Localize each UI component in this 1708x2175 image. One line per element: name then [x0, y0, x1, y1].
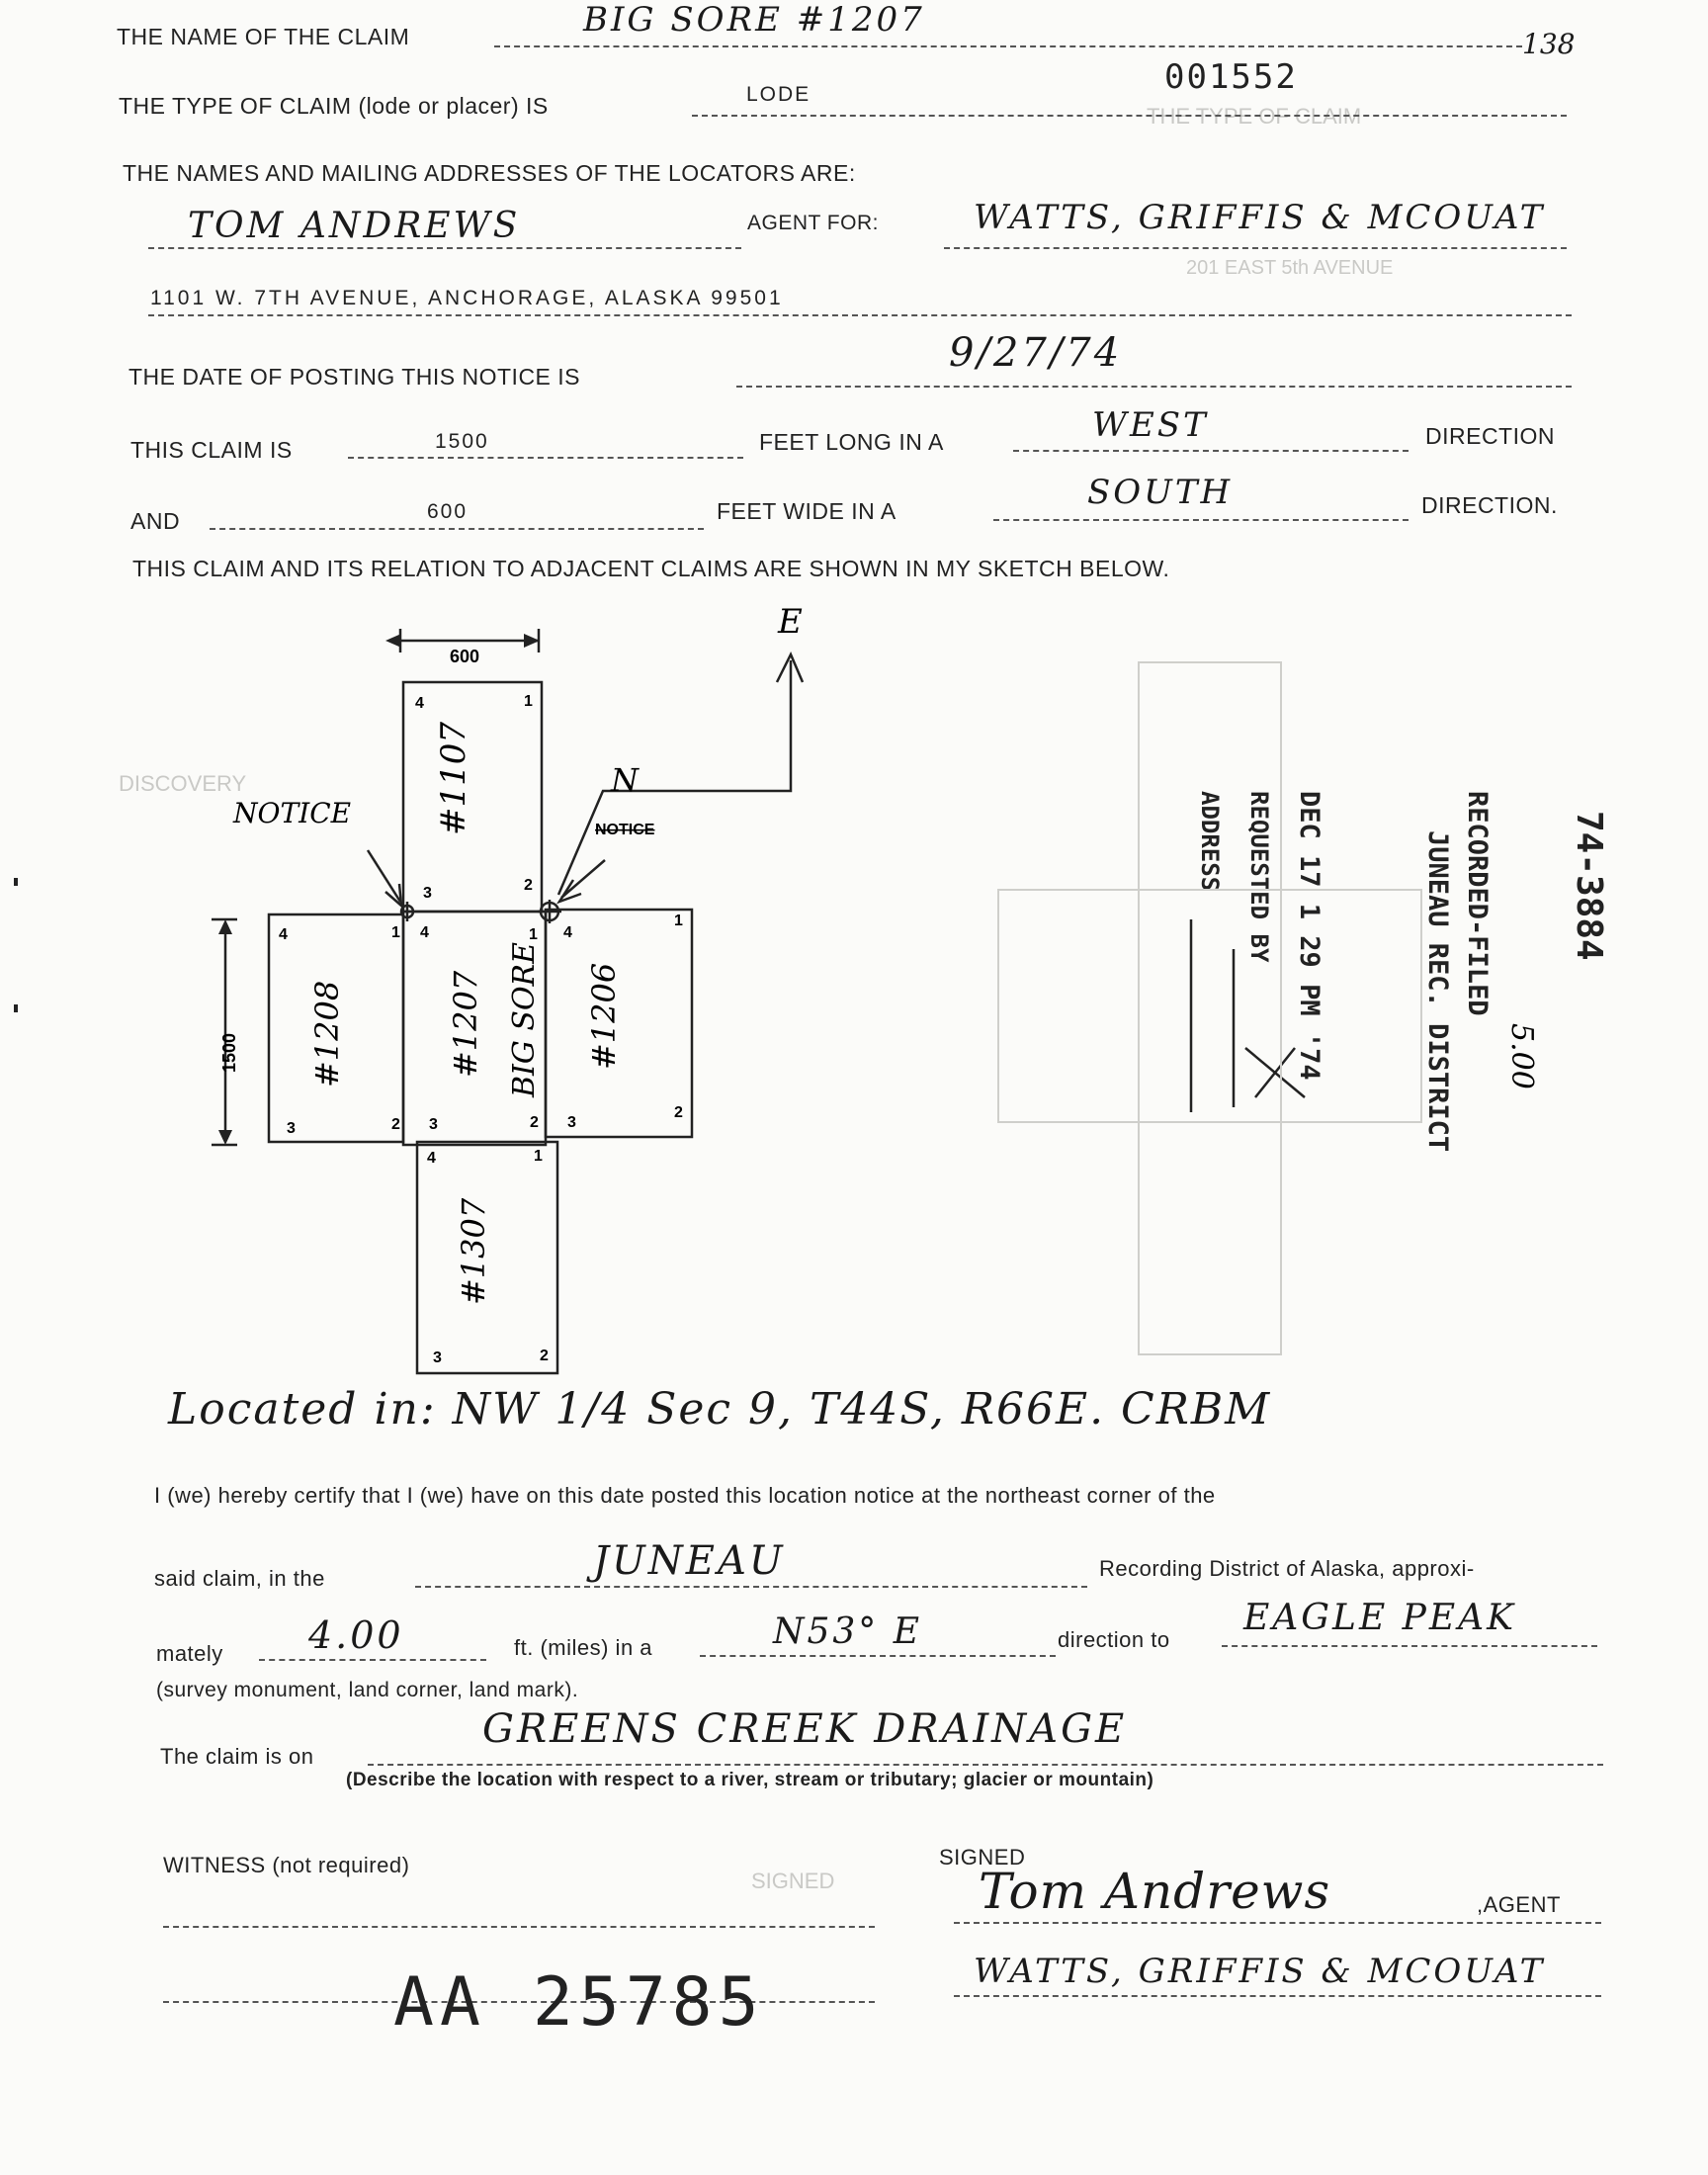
signature: Tom Andrews	[979, 1863, 1331, 1920]
direction-label-1: DIRECTION	[1425, 423, 1555, 449]
feet-wide-label: FEET WIDE IN A	[717, 498, 897, 524]
said-claim-label: said claim, in the	[154, 1566, 325, 1591]
survey-label: (survey monument, land corner, land mark).	[156, 1679, 579, 1701]
punch-mark	[14, 878, 18, 886]
claim-1307-label: #1307	[455, 1197, 492, 1305]
claim-big-sore-label: BIG SORE	[507, 941, 542, 1097]
feet-long-label: FEET LONG IN A	[759, 429, 944, 455]
length-direction: WEST	[1092, 405, 1209, 445]
claim-type-value: LODE	[746, 83, 811, 106]
claim-on-value: GREENS CREEK DRAINAGE	[482, 1706, 1128, 1752]
corner-number: 4	[563, 924, 572, 941]
claim-notice-page: THE TYPE OF CLAIM 201 EAST 5th AVENUE DISCOVERY SIGNED THE NAME OF THE CLAIM BIG SORE #1207 001552 138 THE TYPE OF CLAIM (lode or placer) IS LODE THE NAMES AND MAILING ADDRESSES OF THE LOCATORS ARE: TOM ANDREWS AGENT FOR: WATTS, GRIFFIS & MCOUAT 1101 W. 7TH AVENUE, ANCHORAGE, ALASKA 99501 THE DATE OF POSTING THIS NOTICE IS 9/27/74 THIS CLAIM IS 1500 FEET LONG IN A WEST DIRECTION AND 600 FEET WIDE IN A SOUTH DIRECTION. THIS CLAIM AND ITS RELATION TO ADJACENT CLAIMS ARE SHOWN IN MY SKETCH BELOW. 600 1500 E N NOTICE NOTICE #1107 #1208 #1207 BIG SORE #1206 #1307 4 1 3 2 4 1 4 1 4 1 3 2 3 2 3 2 4 1 3 2 RECORDED-FILED JUNEAU REC. DISTRICT DEC 17 1 29 PM '74 REQUESTED BY ADDRESS 74-3884 5.00 Located in: NW 1/4 Sec 9, T44S, R66E. CRBM I (we) hereby certify that I (we) have on this date posted this location notice at the northeast corner of the said claim, in the JUNEAU Recording District of Alaska, approxi- mately 4.00 ft. (miles) in a N53° E direction to EAGLE PEAK (survey monument, land corner, land mark). The claim is on GREENS CREEK DRAINAGE (Describe the location with respect to a river, stream or tributary; glacier or mountain) WITNESS (not required) SIGNED Tom Andrews ,AGENT WATTS, GRIFFIS & MCOUAT AA 25785	[0, 0, 1708, 2175]
signed-label: SIGNED	[939, 1845, 1026, 1870]
posting-date-value: 9/27/74	[949, 330, 1123, 376]
claim-name-label: THE NAME OF THE CLAIM	[117, 24, 410, 49]
claim-1107-label: #1107	[434, 721, 473, 835]
ft-miles-label: ft. (miles) in a	[514, 1635, 653, 1660]
serial-number: AA 25785	[393, 1963, 765, 2042]
width-value: 600	[427, 500, 469, 523]
bearing-value: N53° E	[773, 1611, 923, 1652]
corner-number: 1	[529, 926, 538, 943]
north-arrow-label: E	[778, 602, 803, 642]
stamp-recorded-filed: RECORDED-FILED	[1462, 791, 1493, 1016]
agent-label: ,AGENT	[1477, 1892, 1561, 1917]
corner-number: 3	[287, 1120, 296, 1137]
direction-to-label: direction to	[1058, 1627, 1170, 1652]
corner-number: 1	[524, 693, 533, 710]
claim-name-value: BIG SORE #1207	[583, 0, 925, 40]
corner-number: 3	[567, 1114, 576, 1131]
agent-for-value: WATTS, GRIFFIS & MCOUAT	[974, 198, 1546, 237]
notice-left-label: NOTICE	[233, 797, 352, 829]
notice-right-label: NOTICE	[595, 822, 655, 838]
corner-number: 4	[415, 695, 424, 712]
location-note: Located in: NW 1/4 Sec 9, T44S, R66E. CRBM	[168, 1384, 1272, 1435]
corner-number: 4	[279, 926, 288, 943]
claim-is-label: THIS CLAIM IS	[130, 437, 293, 463]
stamp-address: ADDRESS	[1196, 791, 1224, 892]
claim-on-label: The claim is on	[160, 1744, 314, 1769]
corner-number: 1	[534, 1148, 543, 1165]
locators-label: THE NAMES AND MAILING ADDRESSES OF THE LOCATORS ARE:	[123, 160, 856, 186]
corner-number: 2	[524, 877, 533, 894]
width-dimension-label: 600	[450, 647, 480, 666]
agent-for-label: AGENT FOR:	[747, 212, 879, 234]
mately-label: mately	[156, 1641, 223, 1666]
corner-number: 4	[420, 924, 429, 941]
claim-1208-label: #1208	[308, 980, 346, 1088]
corner-mark: 138	[1522, 28, 1576, 60]
corner-number: 4	[427, 1150, 436, 1167]
n-label: N	[611, 761, 639, 799]
distance-value: 4.00	[308, 1613, 404, 1657]
length-value: 1500	[435, 430, 489, 453]
corner-number: 2	[674, 1104, 683, 1121]
witness-label: WITNESS (not required)	[163, 1853, 410, 1877]
stamp-fee: 5.00	[1504, 1023, 1539, 1089]
corner-number: 3	[433, 1349, 442, 1366]
corner-number: 2	[391, 1116, 400, 1133]
corner-number: 3	[429, 1116, 438, 1133]
claim-1206-label: #1206	[585, 962, 623, 1070]
stamp-doc-number: 74-3884	[1569, 811, 1609, 961]
and-label: AND	[130, 508, 181, 534]
claim-1207-label: #1207	[447, 970, 484, 1078]
corner-number: 3	[423, 885, 432, 902]
locator-address: 1101 W. 7TH AVENUE, ANCHORAGE, ALASKA 99501	[150, 287, 784, 309]
locator-name: TOM ANDREWS	[188, 206, 521, 246]
top-right-number: 001552	[1164, 57, 1298, 97]
corner-number: 1	[674, 913, 683, 929]
corner-number: 2	[540, 1348, 549, 1364]
sketch-label: THIS CLAIM AND ITS RELATION TO ADJACENT CLAIMS ARE SHOWN IN MY SKETCH BELOW.	[132, 556, 1170, 581]
recording-district-label: Recording District of Alaska, approxi-	[1099, 1556, 1475, 1581]
claim-type-label: THE TYPE OF CLAIM (lode or placer) IS	[119, 93, 549, 119]
corner-number: 2	[530, 1114, 539, 1131]
direction-label-2: DIRECTION.	[1421, 492, 1558, 518]
signed-company: WATTS, GRIFFIS & MCOUAT	[974, 1952, 1546, 1991]
posting-date-label: THE DATE OF POSTING THIS NOTICE IS	[128, 364, 581, 390]
describe-label: (Describe the location with respect to a river, stream or tributary; glacier or mountain)	[346, 1770, 1154, 1790]
width-direction: SOUTH	[1087, 473, 1234, 512]
certify-line-1: I (we) hereby certify that I (we) have on this date posted this location notice at the northeast corner of the	[154, 1483, 1216, 1508]
stamp-date: DEC 17 1 29 PM '74	[1294, 791, 1324, 1081]
punch-mark	[14, 1004, 18, 1012]
stamp-requested-by: REQUESTED BY	[1245, 791, 1273, 963]
corner-number: 1	[391, 924, 400, 941]
length-dimension-label: 1500	[219, 1032, 239, 1073]
district-value: JUNEAU	[593, 1538, 786, 1584]
stamp-district: JUNEAU REC. DISTRICT	[1422, 830, 1453, 1153]
landmark-value: EAGLE PEAK	[1243, 1598, 1517, 1638]
